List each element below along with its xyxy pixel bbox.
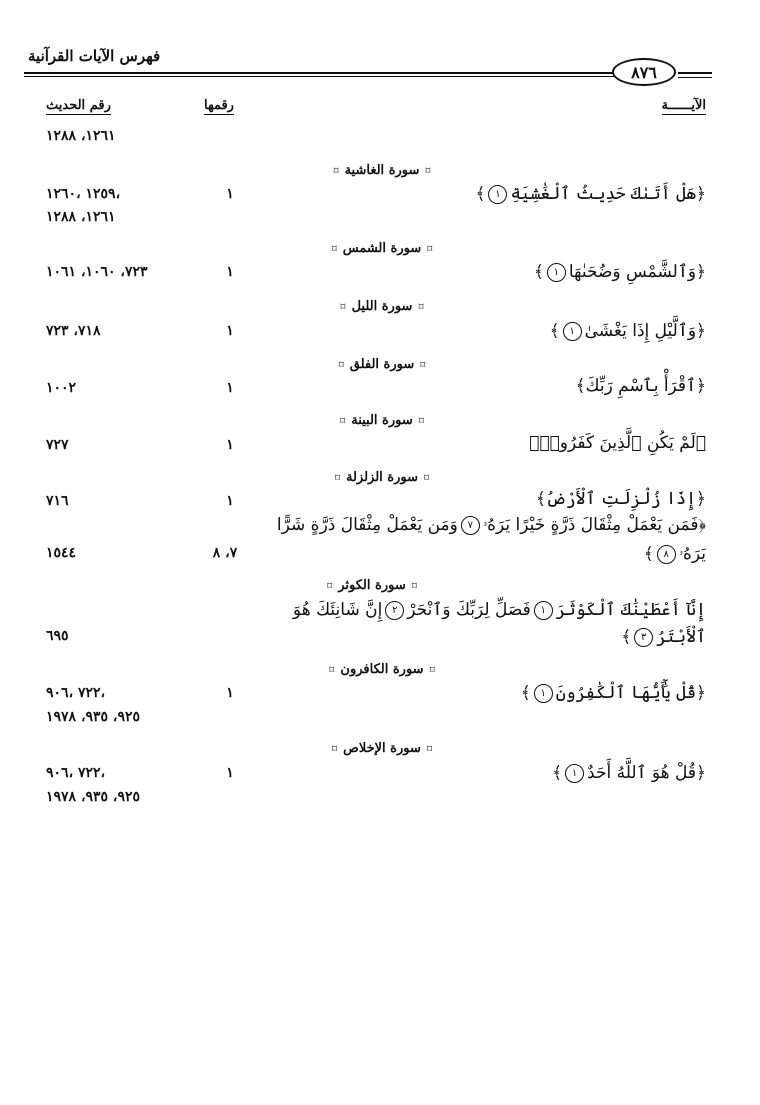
surah-heading: ⌑سورة الشمس⌑ [331, 241, 433, 256]
ayah-number: ١ [226, 380, 234, 396]
ayah-number-mark: ١ [534, 684, 553, 703]
ayah-text: ﴿ٱقْرَأْ بِٱسْمِ رَبِّكَ﴾ [575, 376, 706, 396]
page-number: ٨٧٦ [612, 58, 676, 86]
ayah-text: ﴿لَمْ يَكُنِ ٱلَّذِينَ كَفَرُوا۟﴾ [529, 433, 706, 453]
hadith-refs: ١٢٦١، ١٢٨٨ [46, 209, 116, 225]
ayah-number: ١ [226, 765, 234, 781]
ayah-text: ﴿وَٱلَّيْلِ إِذَا يَغْشَىٰ١﴾ [549, 321, 706, 341]
ayah-text: ﴿هَلْ أَتَىٰكَ حَدِيثُ ٱلْغَٰشِيَةِ١﴾ [475, 184, 706, 204]
surah-heading: ⌑سورة الكافرون⌑ [329, 662, 435, 677]
hadith-refs: ١٥٤٤ [46, 545, 77, 561]
hadith-refs: ،١٢٥٩ ،١٢٦٠ [46, 186, 121, 202]
surah-heading: ⌑سورة الفلق⌑ [338, 357, 426, 372]
hadith-refs: ٧١٦ [46, 493, 69, 509]
ayah-number-mark: ٣ [634, 628, 653, 647]
ayah-number: ٧، ٨ [212, 545, 238, 561]
hadith-refs: ،٧٢٢ ،٩٠٦ [46, 765, 106, 781]
column-header-number: رقمها [204, 98, 234, 113]
ayah-text: ﴿قُلْ هُوَ ٱللَّهُ أَحَدٌ١﴾ [552, 763, 706, 783]
hadith-refs: ٧٢٧ [46, 437, 69, 453]
ayah-number-mark: ١ [547, 263, 566, 282]
ayah-number: ١ [226, 264, 234, 280]
surah-heading: ⌑سورة البينة⌑ [340, 413, 424, 428]
header-rule-right [678, 72, 712, 74]
column-header-hadith: رقم الحديث [46, 98, 111, 113]
ayah-number-mark: ٨ [657, 545, 676, 564]
hadith-refs: ٦٩٥ [46, 628, 69, 644]
running-title: فهرس الآيات القرآنية [28, 47, 161, 65]
ayah-number-mark: ١ [563, 322, 582, 341]
ayah-text: ﴿وَٱلشَّمْسِ وَضُحَىٰهَا١﴾ [533, 262, 706, 282]
header-rule-right-thin [678, 77, 712, 78]
ayah-number-mark: ٧ [461, 516, 480, 535]
ayah-number: ١ [226, 323, 234, 339]
hadith-refs: ،٧٢٢ ،٩٠٦ [46, 685, 106, 701]
ayah-text: ﴿فَمَن يَعْمَلْ مِثْقَالَ ذَرَّةٍ خَيْرًا يَرَهُۥ٧وَمَن يَعْمَلْ مِثْقَالَ ذَرَّةٍ شَرًّا [276, 515, 706, 535]
ayah-text-continued: ٱلْأَبْتَرُ٣﴾ [621, 627, 706, 647]
hadith-refs: ١٠٠٢ [46, 380, 77, 396]
hadith-refs: ٩٢٥، ٩٣٥، ١٩٧٨ [46, 709, 141, 725]
ayah-number-mark: ١ [534, 601, 553, 620]
surah-heading: ⌑سورة الليل⌑ [340, 299, 424, 314]
hadith-refs: ٧١٨، ٧٢٣ [46, 323, 101, 339]
surah-heading: ⌑سورة الغاشية⌑ [333, 163, 431, 178]
hadith-refs: ٩٢٥، ٩٣٥، ١٩٧٨ [46, 789, 141, 805]
header-rule [24, 72, 672, 74]
ayah-number: ١ [226, 186, 234, 202]
surah-heading: ⌑سورة الإخلاص⌑ [331, 741, 433, 756]
surah-heading: ⌑سورة الكوثر⌑ [327, 578, 417, 593]
column-header-ayah: الآيــــــة [661, 98, 706, 113]
ayah-text: ﴿إِذَا زُلْزِلَتِ ٱلْأَرْضُ﴾ [535, 489, 706, 509]
ayah-number-mark: ١ [565, 764, 584, 783]
hadith-refs: ١٢٦١، ١٢٨٨ [46, 128, 116, 144]
ayah-number: ١ [226, 493, 234, 509]
ayah-number-mark: ٢ [385, 601, 404, 620]
ayah-number-mark: ١ [488, 185, 507, 204]
hadith-refs: ٧٢٣، ١٠٦٠، ١٠٦١ [46, 264, 148, 280]
ayah-text: ﴿قُلْ يَٰٓأَيُّهَا ٱلْكَٰفِرُونَ١﴾ [520, 683, 706, 703]
ayah-text: إِنَّآ أَعْطَيْنَٰكَ ٱلْكَوْثَرَ١فَصَلِّ لِرَبِّكَ وَٱنْحَرْ٢إِنَّ شَانِئَكَ هُوَ [292, 600, 706, 620]
ayah-number: ١ [226, 437, 234, 453]
header-rule-thin [24, 76, 672, 77]
ayah-text-continued: يَرَهُۥ٨﴾ [643, 544, 706, 564]
surah-heading: ⌑سورة الزلزلة⌑ [334, 470, 430, 485]
ayah-number: ١ [226, 685, 234, 701]
